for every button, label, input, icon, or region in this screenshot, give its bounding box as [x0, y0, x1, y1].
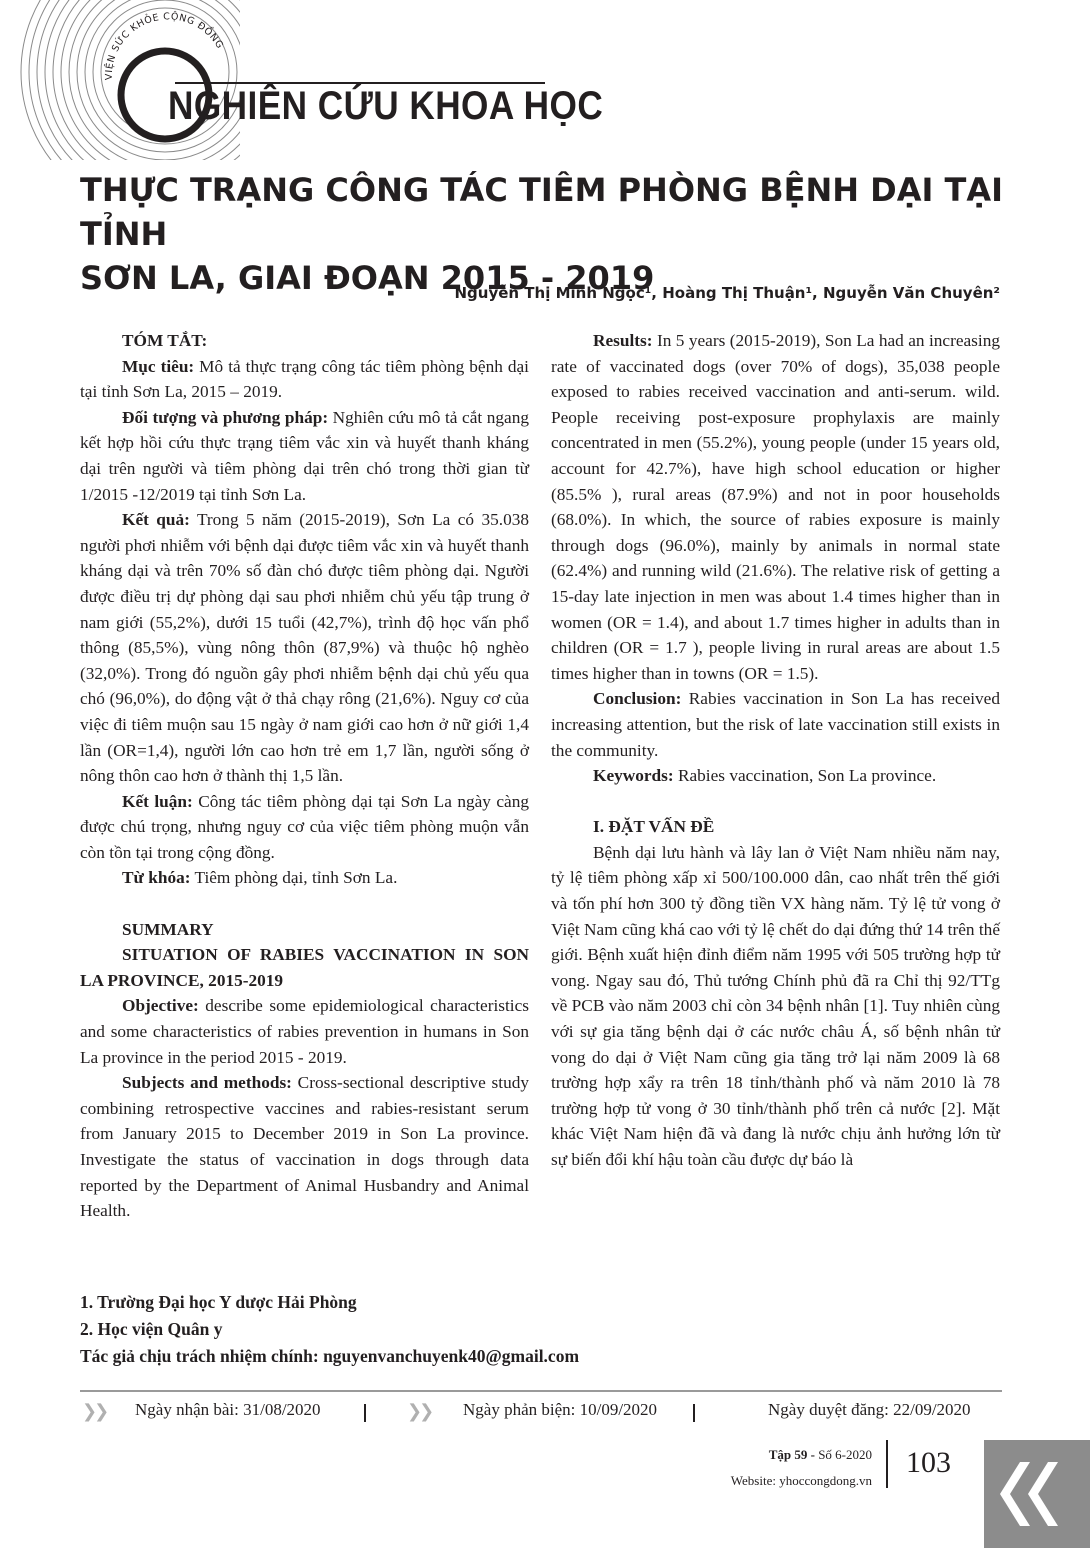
double-chevron-icon: ❯❯: [82, 1401, 107, 1422]
affiliation-1: 1. Trường Đại học Y dược Hải Phòng: [80, 1292, 357, 1312]
summary-objective: Objective: describe some epidemiological characteristics and some characteristics of rabies prevention in humans in Son La province in the period 2015 - 2019.: [80, 996, 529, 1067]
introduction-text: Bệnh dại lưu hành và lây lan ở Việt Nam nhiều năm nay, tỷ lệ tiêm phòng xấp xỉ 500/100.000 dân, cao nhất trên thế giới và tốn phí hơn 300 tỷ đồng tiền VX hàng năm. Tỷ lệ tử vong ở Việt Nam cũng khá cao với tỷ lệ chết do dại đứng thứ 14 trên thế giới. Bệnh xuất hiện đỉnh điểm năm 1995 với 505 trường hợp tử vong. Ngay sau đó, Thủ tướng Chính phủ đã ra Chỉ thị 92/TTg về PCB vào năm 2003 chỉ còn 34 bệnh nhân [1]. Tuy nhiên cùng với sự gia tăng bệnh dại ở các nước châu Á, số bệnh nhân tử vong do dại ở Việt Nam cũng gia tăng trở lại năm 2009 là 68 trường hợp xẩy ra trên 18 tỉnh/thành phố và năm 2010 là 78 trường hợp tử vong ở 30 tỉnh/thành phố trên cả nước [2]. Mặt khác Việt Nam hiện đã và đang là nước chịu ảnh hưởng lớn từ sự biến đổi khí hậu toàn cầu được dự báo là: [551, 842, 1000, 1169]
date-received: Ngày nhận bài: 31/08/2020: [135, 1400, 321, 1419]
article-title: [80, 168, 1015, 300]
institute-arc-text: VIỆN SỨC KHỎE CỘNG ĐỒNG: [103, 11, 226, 81]
date-separator: [364, 1404, 366, 1422]
summary-title: SITUATION OF RABIES VACCINATION IN SON LA PROVINCE, 2015-2019: [80, 945, 529, 990]
article-title-line-2: SƠN LA, GIAI ĐOẠN 2015 - 2019: [80, 259, 655, 297]
double-chevron-icon: ❯❯: [407, 1401, 432, 1422]
date-reviewed: Ngày phản biện: 10/09/2020: [463, 1400, 658, 1419]
section-header: NGHIÊN CỨU KHOA HỌC: [168, 84, 604, 128]
summary-keywords: Keywords: Rabies vaccination, Son La province.: [593, 766, 937, 786]
abstract-vi-objective: Mục tiêu: Mô tả thực trạng công tác tiêm phòng bệnh dại tại tỉnh Sơn La, 2015 – 2019.: [80, 356, 529, 402]
page-number: 103: [906, 1446, 951, 1479]
left-column: [80, 328, 529, 1224]
institute-logo-circles: [0, 0, 240, 160]
footer-divider: [886, 1440, 888, 1488]
summary-conclusion: Conclusion: Rabies vaccination in Son La has received increasing attention, but the risk of late vaccination still exists in the community.: [551, 689, 1000, 760]
abstract-vi-conclusion: Kết luận: Công tác tiêm phòng dại tại Sơn La ngày càng được chú trọng, nhưng nguy cơ của việc tiêm phòng muộn vẫn còn tồn tại trong cộng đồng.: [80, 791, 529, 862]
date-separator: [693, 1404, 695, 1422]
journal-issue: Tập 59 - Số 6-2020: [768, 1447, 872, 1462]
introduction-heading: I. ĐẶT VẤN ĐỀ: [593, 817, 715, 837]
right-column: [551, 328, 1000, 1173]
abstract-vi-methods: Đối tượng và phương pháp: Nghiên cứu mô tả cắt ngang kết hợp hồi cứu thực trạng tiêm vắc xin và huyết thanh kháng dại trên người và tiêm phòng dại trên chó trong thời gian từ 1/2015 -12/2019 tại tỉnh Sơn La.: [80, 407, 529, 504]
affiliations: [80, 1289, 579, 1370]
corresponding-author: Tác giả chịu trách nhiệm chính: nguyenvanchuyenk40@gmail.com: [80, 1346, 580, 1366]
publication-dates: [80, 1397, 1002, 1427]
abstract-vi-heading: TÓM TẮT:: [122, 331, 208, 350]
summary-methods: Subjects and methods: Cross-sectional descriptive study combining retrospective vaccines and rabies-resistant serum from January 2015 to December 2019 in Son La province. Investigate the status of vaccination in dogs through data reported by the Department of Animal Husbandry and Animal Health.: [80, 1073, 529, 1221]
affiliation-2: 2. Học viện Quân y: [80, 1319, 223, 1339]
dates-rule: [80, 1390, 1002, 1392]
corner-block: [984, 1440, 1090, 1548]
abstract-vi-keywords: Từ khóa: Tiêm phòng dại, tỉnh Sơn La.: [122, 868, 398, 888]
journal-website: Website: yhoccongdong.vn: [730, 1473, 872, 1488]
summary-results: Results: In 5 years (2015-2019), Son La had an increasing rate of vaccinated dogs (over 70% of dogs), 35,038 people exposed to rabies received vaccination and anti-serum. wild. People receiving post-exposure prophylaxis are mainly concentrated in men (55.2%), young people (under 15 years old, account for 42.7%), have high school education or higher (85.5% ), rural areas (87.9%) and not in poor households (68.0%). In which, the source of rabies exposure is mainly through dogs (96.0%), mainly by animals in normal state (62.4%) and running wild (21.6%). The relative risk of getting a 15-day late injection in men was about 1.4 times higher than in women (OR = 1.4), and about 1.7 times higher in adults than in children (OR = 1.7 ), people living in rural areas are about 1.5 times higher than in towns (OR = 1.5).: [551, 331, 1000, 683]
summary-heading: SUMMARY: [122, 919, 214, 939]
author-list: Nguyễn Thị Minh Ngọc¹, Hoàng Thị Thuận¹, Nguyễn Văn Chuyên²: [454, 284, 1000, 302]
double-chevron-left-icon: [984, 1440, 1090, 1548]
svg-text:VIỆN SỨC KHỎE CỘNG ĐỒNG: [103, 10, 225, 80]
article-title-line-1: THỰC TRẠNG CÔNG TÁC TIÊM PHÒNG BỆNH DẠI TẠI TỈNH: [80, 171, 1004, 253]
date-accepted: Ngày duyệt đăng: 22/09/2020: [768, 1400, 971, 1419]
abstract-vi-results: Kết quả: Trong 5 năm (2015-2019), Sơn La có 35.038 người phơi nhiễm với bệnh dại được tiêm vắc xin và huyết thanh kháng dại và trên 70% số đàn chó được tiêm phòng dại. Người được điều trị dự phòng dại sau phơi nhiễm chủ yếu tập trung ở nam giới (55,2%), dưới 15 tuổi (42,7%), trình độ học vấn phổ thông (85,5%), vùng nông thôn (87,9%) và thuộc hộ nghèo (32,0%). Trong đó nguồn gây phơi nhiễm bệnh dại chủ yếu qua chó (96,0%), do động vật ở thả chạy rông (21,6%). Nguy cơ của việc đi tiêm muộn sau 15 ngày ở nam giới cao hơn ở nữ giới 1,4 lần (OR=1,4), người lớn cao hơn trẻ em 1,7 lần, người sống ở nông thôn cao hơn ở thành thị 1,5 lần.: [80, 510, 529, 786]
